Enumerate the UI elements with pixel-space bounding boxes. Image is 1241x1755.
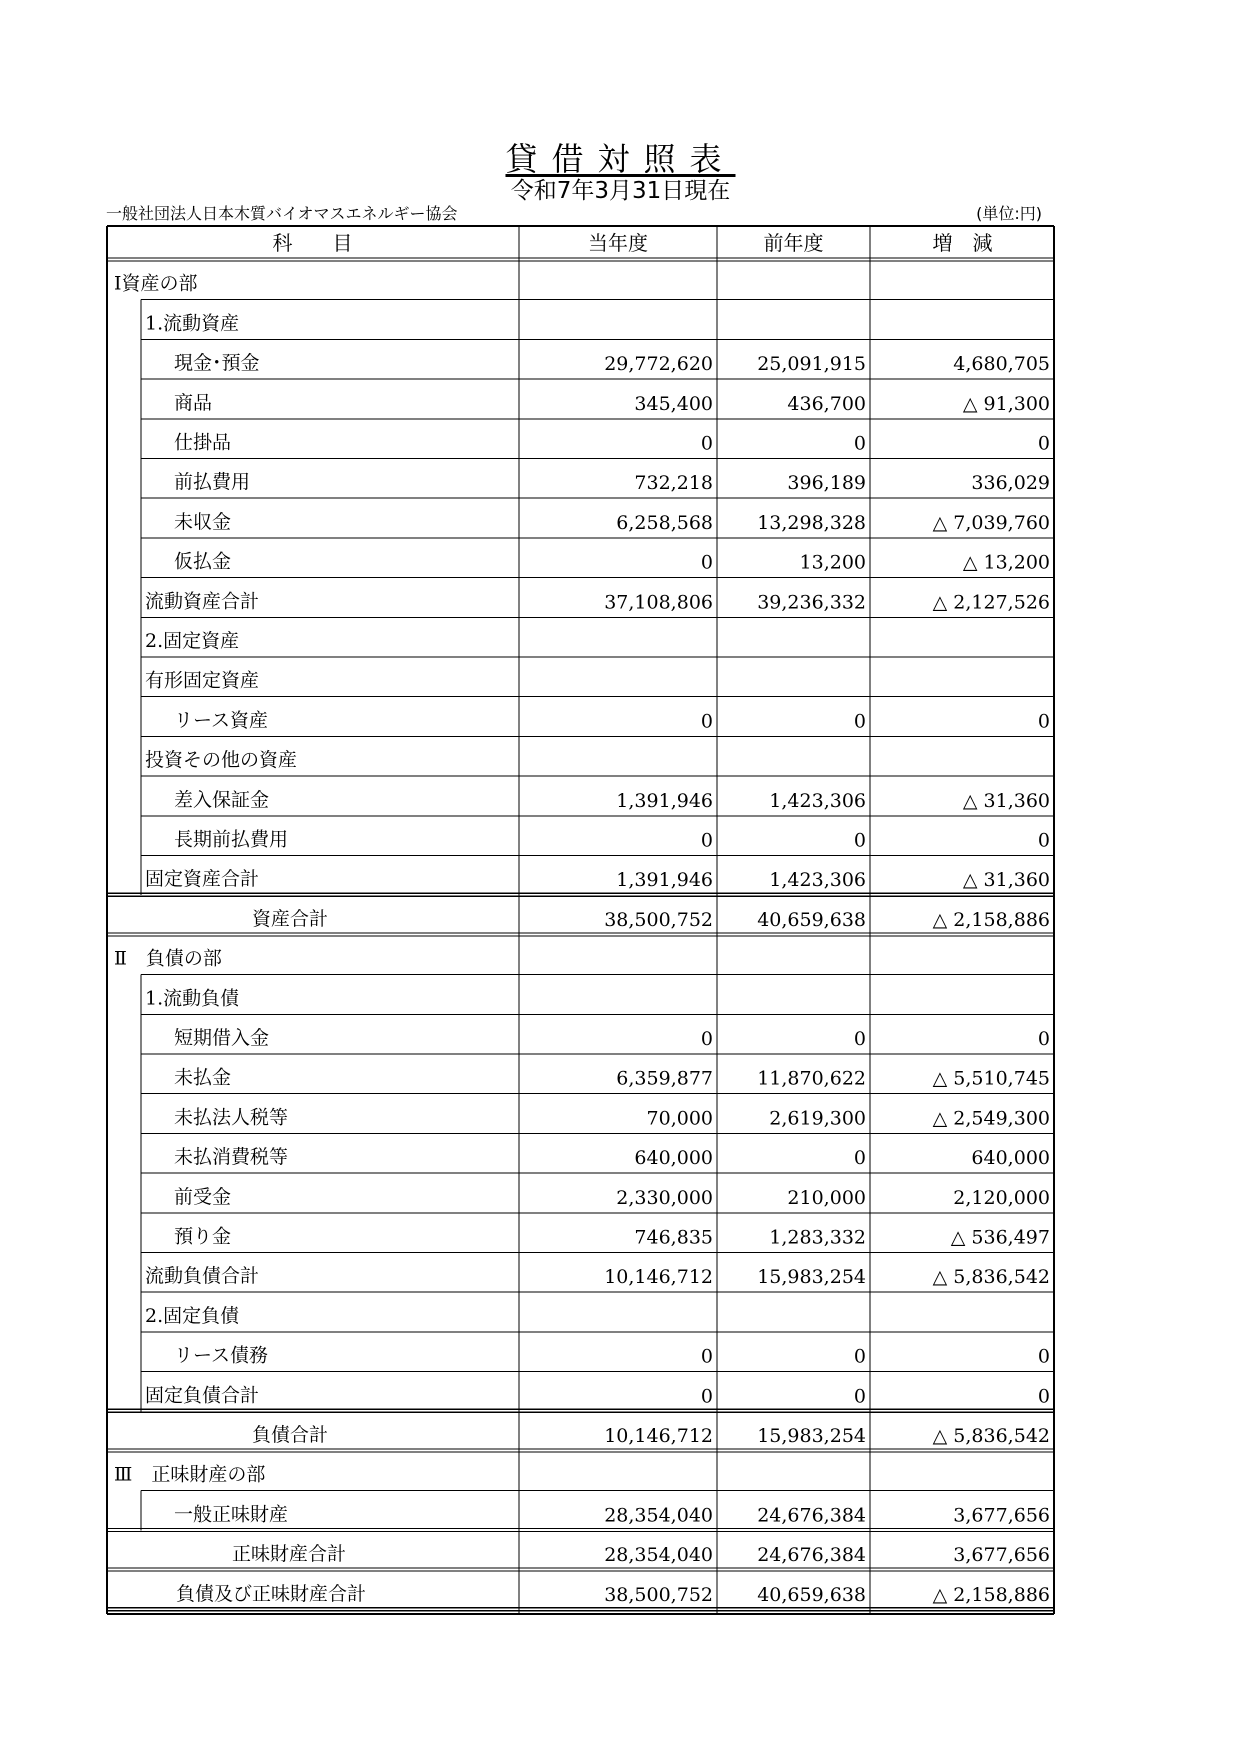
current-year-value: 29,772,620: [604, 353, 713, 376]
row-label: Ⅲ 正味財産の部: [114, 1463, 266, 1486]
change-value: △ 2,158,886: [932, 1583, 1050, 1606]
previous-year-value: 24,676,384: [757, 1544, 866, 1567]
current-year-value: 1,391,946: [616, 789, 713, 812]
row-label: 長期前払費用: [174, 828, 289, 851]
change-value: △ 5,510,745: [932, 1067, 1050, 1090]
change-value: 2,120,000: [953, 1186, 1050, 1209]
current-year-value: 746,835: [634, 1226, 713, 1249]
previous-year-value: 0: [853, 432, 866, 455]
current-year-value: 732,218: [634, 472, 713, 495]
previous-year-value: 436,700: [787, 392, 866, 415]
column-header: 科 目: [272, 231, 353, 255]
row-label: 2.固定負債: [145, 1304, 240, 1327]
change-value: △ 13,200: [962, 551, 1050, 574]
change-value: △ 2,158,886: [932, 908, 1050, 931]
current-year-value: 6,258,568: [616, 511, 713, 534]
row-label: 前払費用: [174, 471, 251, 494]
previous-year-value: 1,423,306: [769, 869, 866, 892]
previous-year-value: 0: [853, 1147, 866, 1170]
balance-sheet-table: [106, 225, 1055, 1615]
current-year-value: 2,330,000: [616, 1186, 713, 1209]
previous-year-value: 40,659,638: [757, 908, 866, 931]
row-label: リース債務: [174, 1344, 269, 1367]
current-year-value: 0: [700, 829, 713, 852]
current-year-value: 6,359,877: [616, 1067, 713, 1090]
change-value: △ 91,300: [962, 392, 1050, 415]
change-value: △ 5,836,542: [932, 1425, 1050, 1447]
change-value: 3,677,656: [953, 1544, 1050, 1567]
row-label: 仮払金: [174, 550, 232, 573]
row-label: 投資その他の資産: [145, 749, 298, 772]
change-value: △ 536,497: [950, 1226, 1050, 1249]
previous-year-value: 0: [853, 1028, 866, 1050]
row-label: 正味財産合計: [232, 1543, 347, 1566]
document-title-text: 貸借対照表: [505, 140, 736, 178]
previous-year-value: 11,870,622: [757, 1067, 866, 1090]
current-year-value: 0: [700, 1028, 713, 1050]
change-value: △ 31,360: [962, 789, 1050, 812]
row-label: 負債及び正味財産合計: [176, 1582, 367, 1605]
current-year-value: 28,354,040: [604, 1504, 713, 1527]
row-label: 1.流動負債: [145, 987, 240, 1010]
change-value: 336,029: [971, 472, 1050, 495]
row-label: 現金･預金: [174, 352, 260, 375]
previous-year-value: 13,298,328: [757, 511, 866, 534]
current-year-value: 10,146,712: [604, 1266, 713, 1289]
previous-year-value: 0: [853, 710, 866, 733]
row-label: リース資産: [174, 709, 269, 732]
column-header: 当年度: [588, 231, 648, 255]
row-label: 未払法人税等: [174, 1106, 289, 1129]
previous-year-value: 2,619,300: [769, 1107, 866, 1130]
unit-label: (単位:円): [976, 204, 1042, 223]
change-value: 0: [1037, 1345, 1050, 1368]
change-value: 0: [1037, 710, 1050, 733]
row-label: 預り金: [174, 1225, 232, 1248]
change-value: △ 2,127,526: [932, 591, 1050, 614]
previous-year-value: 24,676,384: [757, 1504, 866, 1527]
organization-name: 一般社団法人日本木質バイオマスエネルギー協会: [106, 204, 458, 223]
row-label: Ⅱ 負債の部: [114, 947, 222, 970]
current-year-value: 10,146,712: [604, 1425, 713, 1447]
row-label: 未払消費税等: [174, 1146, 289, 1169]
previous-year-value: 25,091,915: [757, 353, 866, 376]
previous-year-value: 40,659,638: [757, 1583, 866, 1606]
previous-year-value: 39,236,332: [757, 591, 866, 614]
previous-year-value: 0: [853, 1385, 866, 1408]
column-header: 増 減: [932, 231, 993, 255]
change-value: 0: [1037, 1385, 1050, 1408]
current-year-value: 0: [700, 432, 713, 455]
current-year-value: 38,500,752: [604, 1583, 713, 1606]
row-label: 未収金: [174, 510, 232, 533]
row-label: 負債合計: [252, 1424, 329, 1446]
change-value: 0: [1037, 829, 1050, 852]
previous-year-value: 396,189: [787, 472, 866, 495]
change-value: 0: [1037, 1028, 1050, 1050]
row-label: 短期借入金: [174, 1027, 270, 1049]
change-value: △ 31,360: [962, 869, 1050, 892]
as-of-date: 令和7年3月31日現在: [510, 178, 731, 204]
row-label: 一般正味財産: [174, 1503, 289, 1526]
change-value: 4,680,705: [953, 353, 1050, 376]
row-label: 商品: [174, 391, 213, 414]
previous-year-value: 1,283,332: [769, 1226, 866, 1249]
previous-year-value: 13,200: [799, 551, 866, 574]
change-value: △ 5,836,542: [932, 1266, 1050, 1289]
current-year-value: 70,000: [646, 1107, 713, 1130]
row-label: 固定負債合計: [145, 1384, 260, 1407]
current-year-value: 0: [700, 1385, 713, 1408]
current-year-value: 0: [700, 1345, 713, 1368]
change-value: △ 7,039,760: [932, 511, 1050, 534]
row-label: 前受金: [174, 1185, 232, 1208]
row-label: 2.固定資産: [145, 630, 240, 652]
row-label: 仕掛品: [174, 431, 232, 454]
previous-year-value: 15,983,254: [757, 1425, 866, 1447]
row-label: Ⅰ資産の部: [114, 272, 198, 295]
row-label: 有形固定資産: [145, 669, 260, 692]
current-year-value: 1,391,946: [616, 869, 713, 892]
current-year-value: 0: [700, 551, 713, 574]
previous-year-value: 0: [853, 1345, 866, 1368]
previous-year-value: 210,000: [787, 1186, 866, 1209]
current-year-value: 640,000: [634, 1147, 713, 1170]
current-year-value: 28,354,040: [604, 1544, 713, 1567]
row-label: 資産合計: [252, 907, 329, 930]
row-label: 1.流動資産: [145, 312, 240, 335]
row-label: 流動負債合計: [145, 1265, 260, 1288]
column-header: 前年度: [763, 231, 824, 255]
row-label: 未払金: [174, 1066, 232, 1089]
change-value: △ 2,549,300: [932, 1107, 1050, 1130]
previous-year-value: 15,983,254: [757, 1266, 866, 1289]
change-value: 3,677,656: [953, 1504, 1050, 1527]
row-label: 流動資産合計: [145, 590, 260, 613]
row-label: 差入保証金: [174, 788, 270, 811]
previous-year-value: 0: [853, 829, 866, 852]
row-label: 固定資産合計: [145, 868, 260, 891]
current-year-value: 0: [700, 710, 713, 733]
current-year-value: 345,400: [634, 392, 713, 415]
change-value: 640,000: [971, 1147, 1050, 1170]
change-value: 0: [1037, 432, 1050, 455]
previous-year-value: 1,423,306: [769, 789, 866, 812]
current-year-value: 38,500,752: [604, 908, 713, 931]
current-year-value: 37,108,806: [604, 591, 713, 614]
